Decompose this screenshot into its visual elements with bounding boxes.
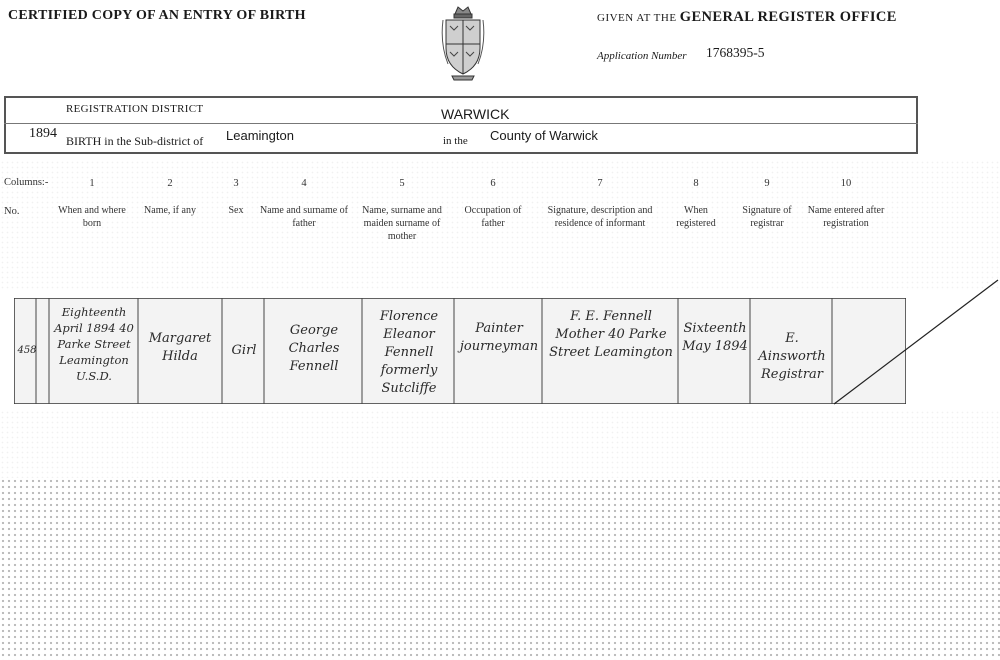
district-name: WARWICK: [441, 106, 510, 122]
column-heading-5: Name, surname and maiden surname of mother: [362, 205, 442, 242]
background-texture-lower: [0, 410, 1000, 478]
in-the-label: in the: [443, 135, 468, 147]
birth-entry-row: [14, 298, 906, 404]
issuing-office: [597, 9, 897, 26]
column-number-1: 1: [89, 178, 95, 189]
entry-informant: F. E. Fennell Mother 40 Parke Street Leamington: [549, 309, 673, 360]
column-number-8: 8: [693, 178, 699, 189]
registration-divider: [4, 123, 918, 124]
subdistrict-name: Leamington: [226, 128, 294, 143]
royal-crest-icon: [440, 4, 486, 82]
column-heading-9: Signature of registrar: [742, 205, 792, 229]
application-number-label: Application Number: [597, 50, 687, 62]
column-number-4: 4: [301, 178, 307, 189]
column-number-5: 5: [399, 178, 405, 189]
column-heading-8: When registered: [676, 205, 716, 229]
column-heading-2: Name, if any: [144, 205, 196, 216]
dotted-security-band: [0, 478, 1000, 660]
registration-year: 1894: [29, 126, 57, 141]
entry-when-registered: Sixteenth May 1894: [682, 321, 748, 354]
entry-when-where-born: Eighteenth April 1894 40 Parke Street Leamington U.S.D.: [54, 305, 134, 383]
office-name: GENERAL REGISTER OFFICE: [679, 9, 897, 25]
column-heading-4: Name and surname of father: [259, 205, 349, 229]
entry-registrar: E. Ainsworth Registrar: [758, 331, 826, 382]
entry-father-name: George Charles Fennell: [288, 323, 340, 374]
column-heading-10: Name entered after registration: [807, 205, 885, 229]
entry-number: 458: [17, 345, 37, 356]
given-at-label: GIVEN AT THE: [597, 12, 677, 24]
county-name: County of Warwick: [490, 128, 598, 143]
entry-child-name: Margaret Hilda: [148, 331, 212, 364]
certificate-title: CERTIFIED COPY OF AN ENTRY OF BIRTH: [8, 8, 306, 23]
column-heading-6: Occupation of father: [464, 205, 522, 229]
column-heading-1: When and where born: [58, 205, 126, 229]
column-number-10: 10: [840, 178, 852, 189]
column-number-2: 2: [167, 178, 173, 189]
column-number-6: 6: [490, 178, 496, 189]
column-number-7: 7: [597, 178, 603, 189]
cancellation-line: [820, 270, 1000, 410]
entry-mother-name: Florence Eleanor Fennell formerly Sutcliffe: [379, 309, 439, 396]
column-heading-7: Signature, description and residence of informant: [547, 205, 653, 229]
subdistrict-label: BIRTH in the Sub-district of: [66, 134, 204, 148]
column-number-9: 9: [764, 178, 770, 189]
column-number-3: 3: [233, 178, 239, 189]
application-number: 1768395-5: [706, 45, 765, 60]
entry-sex: Girl: [231, 343, 257, 358]
column-heading-3: Sex: [228, 205, 244, 216]
no-label: No.: [4, 206, 20, 217]
entry-father-occupation: Painter journeyman: [459, 321, 539, 354]
columns-label: Columns:-: [4, 177, 49, 188]
district-label: REGISTRATION DISTRICT: [66, 103, 204, 115]
